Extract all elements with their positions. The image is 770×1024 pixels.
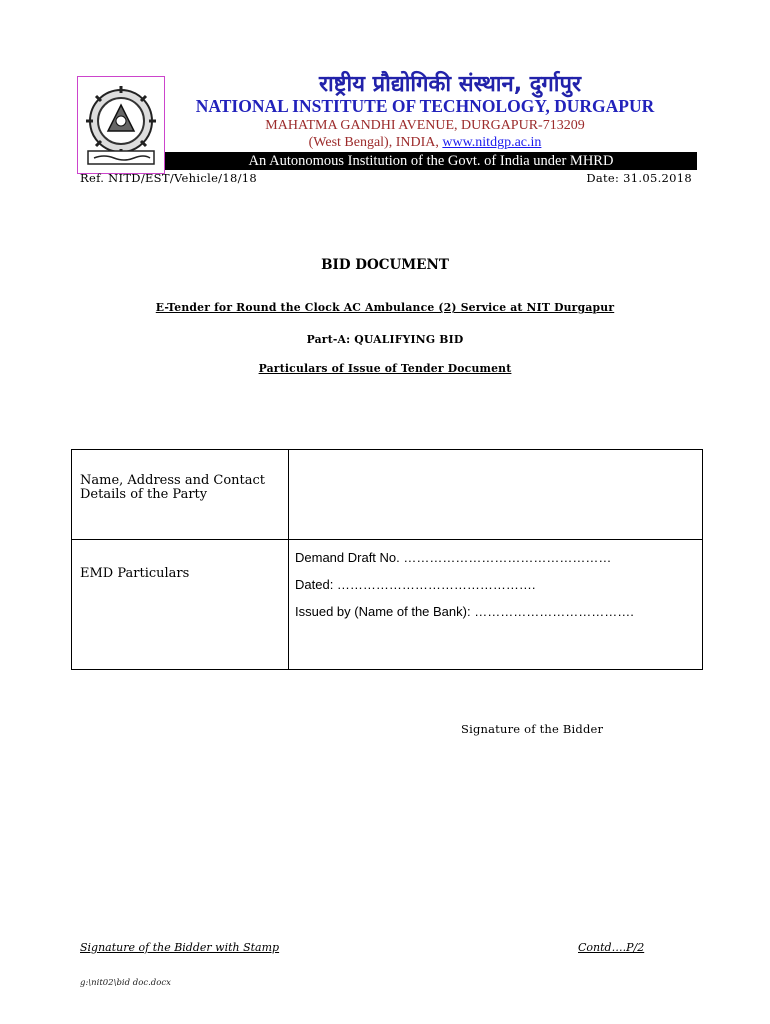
emd-label-cell xyxy=(72,540,289,670)
institute-name: NATIONAL INSTITUTE OF TECHNOLOGY, DURGAPUR xyxy=(195,96,655,116)
issuing-bank-field[interactable]: Issued by (Name of the Bank): ………………………………. xyxy=(295,604,634,619)
reference-number: Ref. NITD/EST/Vehicle/18/18 xyxy=(80,171,257,185)
address-line-2 xyxy=(200,135,650,151)
institute-logo xyxy=(77,76,165,174)
table-row xyxy=(72,540,703,670)
table-row xyxy=(72,450,703,540)
tender-title: E-Tender for Round the Clock AC Ambulance (2) Service at NIT Durgapur xyxy=(155,301,615,314)
address-line-2-prefix: (West Bengal), INDIA, xyxy=(308,135,443,150)
part-heading: Part-A: QUALIFYING BID xyxy=(306,333,464,346)
nit-emblem-icon xyxy=(82,83,160,167)
emd-label: EMD Particulars xyxy=(80,566,190,581)
continued-marker: Contd….P/2 xyxy=(578,941,645,954)
signature-with-stamp: Signature of the Bidder with Stamp xyxy=(80,941,280,954)
party-details-label: Name, Address and Contact Details of the Party xyxy=(80,473,266,502)
demand-draft-field[interactable]: Demand Draft No. ………………………………………… xyxy=(295,550,612,565)
signature-of-bidder: Signature of the Bidder xyxy=(461,722,604,736)
dated-field[interactable]: Dated: ………………………………………. xyxy=(295,577,536,592)
party-details-label-cell xyxy=(72,450,289,540)
party-details-value-cell[interactable] xyxy=(289,450,703,540)
document-title: BID DOCUMENT xyxy=(321,257,449,273)
hindi-institute-name: राष्ट्रीय प्रौद्योगिकी संस्थान, दुर्गापुर xyxy=(318,72,581,97)
file-path: g:\nit02\bid doc.docx xyxy=(80,978,171,988)
emd-details-cell xyxy=(289,540,703,670)
bid-particulars-table xyxy=(71,449,703,670)
address-line-1: MAHATMA GANDHI AVENUE, DURGAPUR-713209 xyxy=(265,118,585,133)
website-link[interactable]: www.nitdgp.ac.in xyxy=(442,135,542,150)
autonomy-banner: An Autonomous Institution of the Govt. of India under MHRD xyxy=(165,152,697,170)
particulars-heading: Particulars of Issue of Tender Document xyxy=(258,362,512,375)
document-date: Date: 31.05.2018 xyxy=(586,171,692,185)
